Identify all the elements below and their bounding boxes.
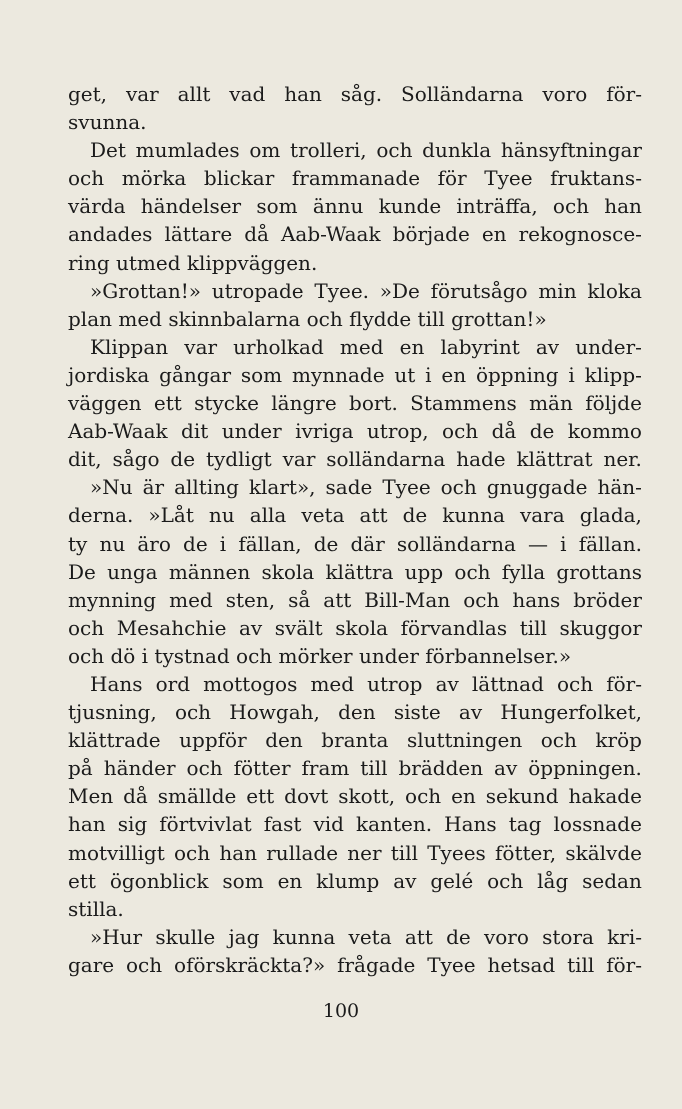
text-line: klättrade uppför den branta sluttningen och kröp (68, 728, 642, 753)
text-line: motvilligt och han rullade ner till Tyees fötter, skälvde (68, 840, 642, 865)
text-line: »Hur skulle jag kunna veta att de voro stora kri- (90, 924, 642, 949)
body-text (68, 80, 642, 979)
text-line: värda händelser som ännu kunde inträffa, och han (68, 194, 642, 219)
text-line: Klippan var urholkad med en labyrint av under- (90, 334, 642, 359)
text-line: get, var allt vad han såg. Solländarna voro för- (68, 82, 642, 106)
text-line: svunna. (68, 110, 147, 135)
text-line: plan med skinnbalarna och flydde till grottan!» (68, 306, 547, 331)
text-line: tjusning, och Howgah, den siste av Hungerfolket, (68, 700, 642, 725)
text-line: ty nu äro de i fällan, de där solländarna — i fällan. (68, 531, 642, 556)
text-line: och mörka blickar frammanade för Tyee fruktans- (68, 166, 642, 191)
text-line: andades lättare då Aab-Waak började en rekognosce- (68, 222, 642, 247)
text-line: De unga männen skola klättra upp och fylla grottans (68, 559, 642, 584)
text-line: gare och oförskräckta?» frågade Tyee hetsad till för- (68, 952, 642, 977)
text-line: han sig förtvivlat fast vid kanten. Hans tag lossnade (68, 812, 642, 837)
text-line: »Nu är allting klart», sade Tyee och gnuggade hän- (90, 475, 642, 500)
text-line: Hans ord mottogos med utrop av lättnad och för- (90, 671, 642, 696)
text-line: ett ögonblick som en klump av gelé och låg sedan (68, 868, 642, 893)
text-line: Det mumlades om trolleri, och dunkla hänsyftningar (90, 138, 642, 163)
text-line: jordiska gångar som mynnade ut i en öppning i klipp- (68, 362, 642, 387)
text-line: mynning med sten, så att Bill-Man och hans bröder (68, 587, 642, 612)
page-number: 100 (322, 1000, 360, 1022)
text-line: på händer och fötter fram till brädden av öppningen. (68, 756, 642, 781)
text-line: och Mesahchie av svält skola förvandlas till skuggor (68, 615, 642, 640)
text-line: Men då smällde ett dovt skott, och en sekund hakade (68, 784, 642, 809)
text-line: »Grottan!» utropade Tyee. »De förutsågo min kloka (90, 278, 642, 303)
text-line: väggen ett stycke längre bort. Stammens män följde (68, 391, 642, 416)
text-line: och dö i tystnad och mörker under förbannelser.» (68, 643, 572, 668)
text-line: Aab-Waak dit under ivriga utrop, och då de kommo (68, 419, 642, 444)
text-line: ring utmed klippväggen. (68, 250, 318, 275)
text-line: dit, sågo de tydligt var solländarna hade klättrat ner. (68, 447, 642, 472)
text-line: stilla. (68, 896, 124, 921)
text-line: derna. »Låt nu alla veta att de kunna vara glada, (68, 503, 642, 528)
